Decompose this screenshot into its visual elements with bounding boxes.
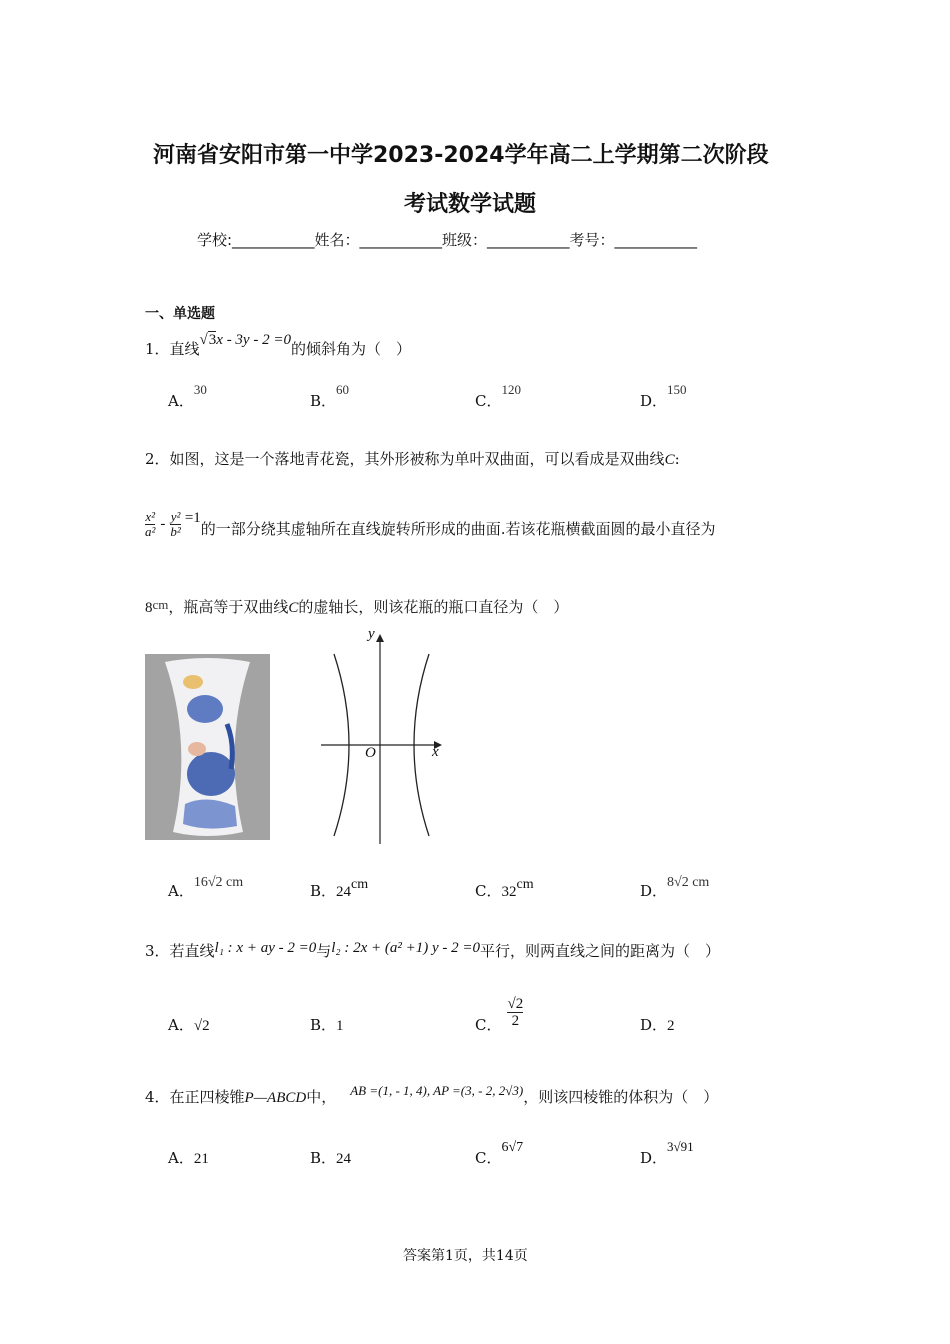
q4-option-d: D．3√91 bbox=[640, 1139, 694, 1167]
q3-option-c: C． $\frac{√2}{2}$ bbox=[475, 995, 524, 1034]
q1-option-d: D．150 bbox=[640, 382, 687, 410]
q3-option-d: D．2 bbox=[640, 1016, 675, 1034]
q1-tail: 的倾斜角为（ ） bbox=[290, 340, 411, 358]
question-3: 3．若直线l₁ : x + ay - 2 =0与l₂ : 2x + (a² +1) y - 2 =0平行，则两直线之间的距离为（ ） bbox=[145, 940, 721, 960]
q2-line2: $\frac{\text{x²}}{\text{a²}}$ - $\frac{\text{y²}}{\text{b²}}$ =1 的一部分绕其虚轴所在直线旋转所形成的曲面.若该花瓶横截面圆的最小直径为 bbox=[145, 509, 716, 540]
q3-line-l1: l₁ : x + ay - 2 =0 bbox=[214, 940, 317, 956]
section-title: 一、单选题 bbox=[145, 306, 215, 322]
q4-option-c: C．6√7 bbox=[475, 1140, 524, 1167]
page-title-line1: 河南省安阳市第一中学2023-2024学年高二上学期第二次阶段 bbox=[153, 143, 769, 168]
q2-frac-y: $\frac{\text{y²}}{\text{b²}}$ bbox=[170, 509, 181, 540]
q2-option-a: A．16√2 cm bbox=[168, 875, 244, 900]
hyperbola-graph bbox=[318, 626, 448, 846]
q2-option-d: D．8√2 cm bbox=[640, 875, 710, 900]
question-4: 4．在正四棱锥P—ABCD中， AB =(1, - 1, 4), AP =(3, - 2, 2√3)，则该四棱锥的体积为（ ） bbox=[145, 1083, 719, 1106]
q4-option-b: B．24 bbox=[310, 1149, 352, 1167]
q4-vectors: AB =(1, - 1, 4), AP =(3, - 2, 2√3) bbox=[350, 1083, 524, 1098]
q1-equation: √3x - 3y - 2 =0 bbox=[199, 332, 291, 348]
question-1 bbox=[145, 332, 411, 359]
page-footer: 答案第1页，共14页 bbox=[403, 1248, 528, 1264]
graph-y-label: y bbox=[368, 626, 375, 642]
q2-frac-x: $\frac{\text{x²}}{\text{a²}}$ bbox=[145, 509, 156, 540]
q2-line3: 8cm，瓶高等于双曲线C的虚轴长，则该花瓶的瓶口直径为（ ） bbox=[145, 597, 569, 616]
q1-option-c: C．120 bbox=[475, 382, 521, 410]
vase-illustration bbox=[145, 654, 270, 840]
q2-option-c: C．32cm bbox=[475, 877, 534, 900]
q3-option-c-fraction: $\frac{√2}{2}$ bbox=[507, 995, 524, 1029]
graph-origin-label: O bbox=[365, 745, 376, 761]
q1-option-b: B．60 bbox=[310, 382, 350, 410]
vase-photo bbox=[145, 654, 270, 840]
q1-option-a: A．30 bbox=[168, 382, 207, 410]
q1-prefix: 1．直线 bbox=[145, 340, 200, 358]
graph-x-label: x bbox=[432, 744, 439, 760]
q3-option-a: A．√2 bbox=[168, 1016, 210, 1034]
q3-option-b: B．1 bbox=[310, 1016, 344, 1034]
student-info-line: 学校:___________姓名：___________班级：___________考号：___________ bbox=[197, 231, 698, 249]
q3-line-l2: l₂ : 2x + (a² +1) y - 2 =0 bbox=[331, 940, 481, 956]
q4-option-a: A．21 bbox=[168, 1149, 209, 1167]
page-title-line2: 考试数学试题 bbox=[404, 192, 537, 217]
q2-option-b: B．24cm bbox=[310, 877, 369, 900]
q2-line1: 2．如图，这是一个落地青花瓷，其外形被称为单叶双曲面，可以看成是双曲线C: bbox=[145, 450, 680, 468]
